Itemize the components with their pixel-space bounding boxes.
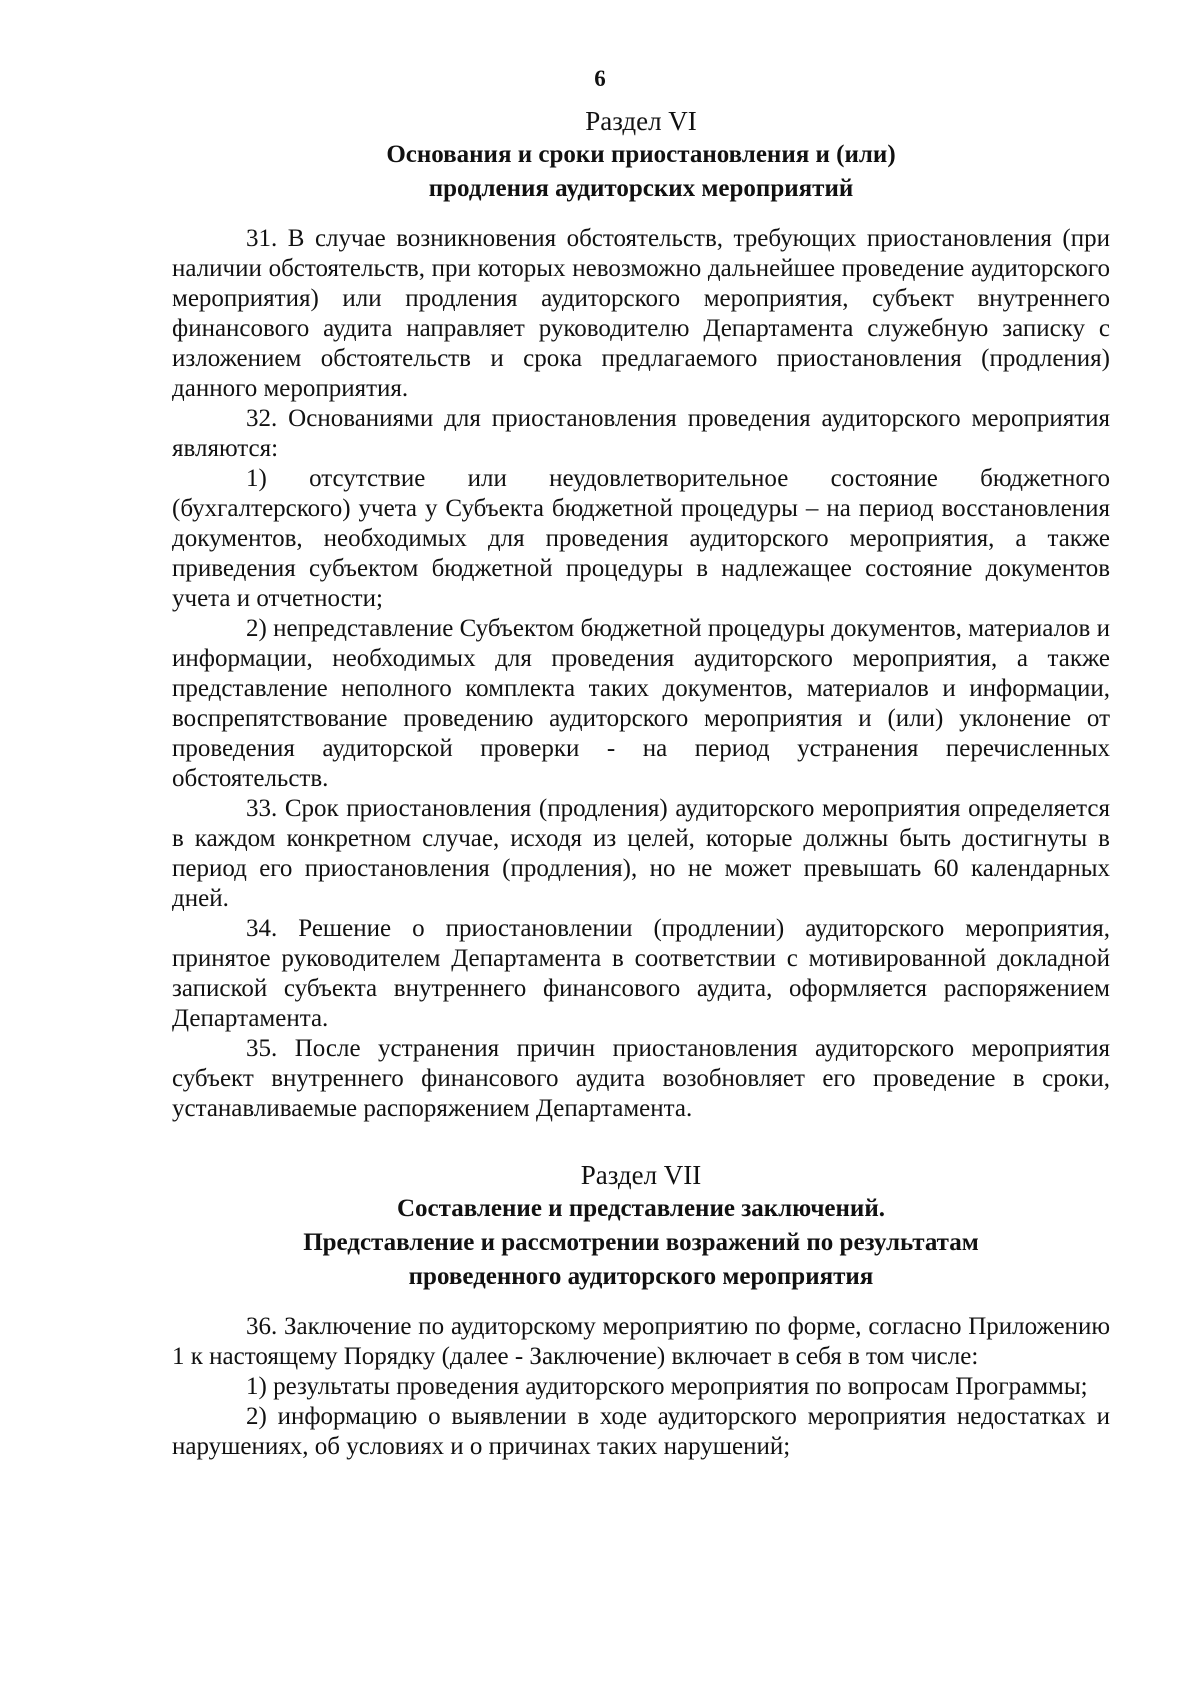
paragraph-33: 33. Срок приостановления (продления) аудиторского мероприятия определяется в каждом конкретном случае, исходя из целей, которые должны быть достигнуты в период его приостановления (продления), но не может превышать 60 календарных дней.	[172, 795, 1110, 912]
section-vii-title-line-3: проведенного аудиторского мероприятия	[408, 1263, 874, 1290]
paragraph-36-item-1: 1) результаты проведения аудиторского мероприятия по вопросам Программы;	[246, 1373, 1088, 1400]
section-vii-body	[172, 1312, 1110, 1462]
section-vi-title-line-1: Основания и сроки приостановления и (или)	[386, 141, 896, 168]
section-vii-label: Раздел VII	[580, 1160, 702, 1190]
section-vi-title-line-2: продления аудиторских мероприятий	[428, 175, 854, 202]
paragraph-36: 36. Заключение по аудиторскому мероприятию по форме, согласно Приложению 1 к настоящему Порядку (далее - Заключение) включает в себя в том числе:	[172, 1313, 1110, 1370]
paragraph-32-item-1: 1) отсутствие или неудовлетворительное состояние бюджетного (бухгалтерского) учета у Субъекта бюджетной процедуры – на период восстановления документов, необходимых для проведения аудиторского мероприятия, а также приведения субъектом бюджетной процедуры в надлежащее состояние документов учета и отчетности;	[172, 465, 1110, 612]
section-vii-title-line-1: Составление и представление заключений.	[397, 1195, 885, 1222]
section-vi-heading	[172, 104, 1110, 206]
paragraph-36-item-2: 2) информацию о выявлении в ходе аудиторского мероприятия недостатках и нарушениях, об условиях и о причинах таких нарушений;	[172, 1403, 1110, 1460]
paragraph-32-item-2: 2) непредставление Субъектом бюджетной процедуры документов, материалов и информации, необходимых для проведения аудиторского мероприятия, а также представление неполного комплекта таких документов, материалов и информации, воспрепятствование проведению аудиторского мероприятия и (или) уклонение от проведения аудиторской проверки - на период устранения перечисленных обстоятельств.	[172, 615, 1110, 792]
paragraph-32: 32. Основаниями для приостановления проведения аудиторского мероприятия являются:	[172, 405, 1110, 462]
paragraph-31: 31. В случае возникновения обстоятельств, требующих приостановления (при наличии обстоятельств, при которых невозможно дальнейшее проведение аудиторского мероприятия) или продления аудиторского мероприятия, субъект внутреннего финансового аудита направляет руководителю Департамента служебную записку с изложением обстоятельств и срока предлагаемого приостановления (продления) данного мероприятия.	[172, 225, 1110, 402]
section-vi-label: Раздел VI	[585, 106, 697, 136]
page-number: 6	[594, 66, 606, 91]
paragraph-34: 34. Решение о приостановлении (продлении) аудиторского мероприятия, принятое руководителем Департамента в соответствии с мотивированной докладной запиской субъекта внутреннего финансового аудита, оформляется распоряжением Департамента.	[172, 915, 1110, 1032]
section-vii-title-line-2: Представление и рассмотрении возражений по результатам	[303, 1229, 979, 1256]
section-vi-body	[172, 224, 1110, 1124]
section-vii-heading	[172, 1158, 1110, 1294]
paragraph-35: 35. После устранения причин приостановления аудиторского мероприятия субъект внутреннего финансового аудита возобновляет его проведение в сроки, устанавливаемые распоряжением Департамента.	[172, 1035, 1110, 1122]
